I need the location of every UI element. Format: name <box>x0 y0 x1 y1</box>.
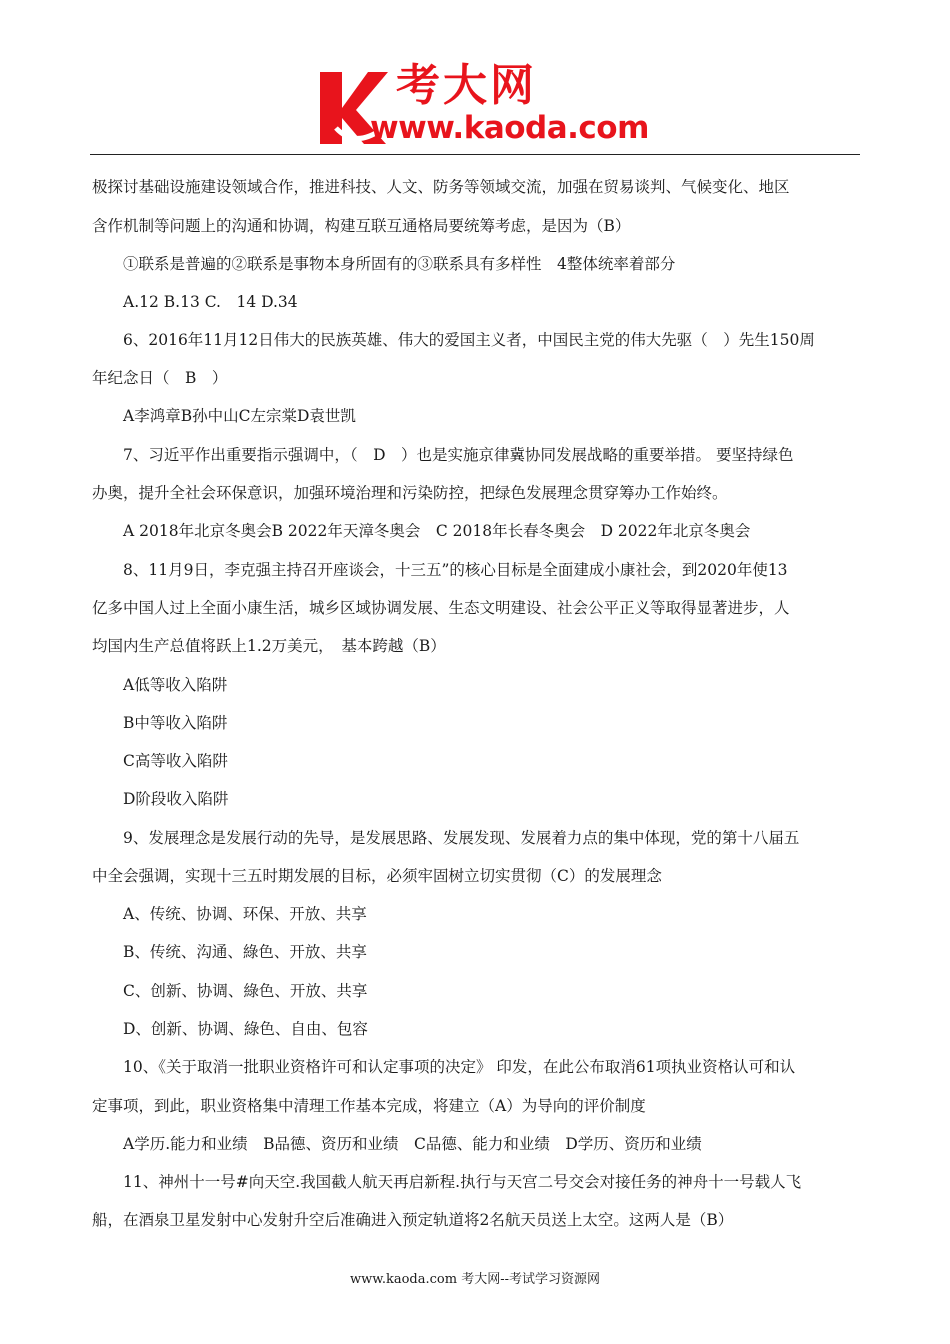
question-8: 8、11月9日，李克强主持召开座谈会，十三五”的核心目标是全面建成小康社会，到2020年使13 <box>123 561 788 579</box>
question-10: 10、《关于取消一批职业资格许可和认定事项的决定》 印发，在此公布取消61项执业资格认可和认 <box>123 1058 796 1076</box>
text-line: A学历.能力和业绩 B品德、资历和业绩 C品德、能力和业绩 D学历、资历和业绩 <box>123 1135 702 1153</box>
text-line: A李鸿章B孙中山C左宗棠D袁世凯 <box>123 407 356 425</box>
kaoda-logo <box>316 60 656 148</box>
question-11: 11、神州十一号#向天空.我国截人航天再启新程.执行与天宫二号交会对接任务的神舟十一号载人飞 <box>123 1173 802 1191</box>
question-6: 6、2016年11月12日伟大的民族英雄、伟大的爱国主义者，中国民主党的伟大先驱（ ）先生150周 <box>123 331 815 349</box>
text-line: C高等收入陷阱 <box>123 752 228 770</box>
text-line: A.12 B.13 C. 14 D.34 <box>123 293 298 311</box>
question-7: 7、习近平作出重要指示强调中，（ D ）也是实施京律冀协同发展战略的重要举措。 要坚持绿色 <box>123 446 794 464</box>
text-line: B、传统、沟通、綠色、开放、共享 <box>123 943 367 961</box>
text-line: 亿多中国人过上全面小康生活，城乡区域协调发展、生态文明建设、社会公平正义等取得显著进步，人 <box>92 599 790 617</box>
text-line: A低等收入陷阱 <box>123 676 228 694</box>
text-line: A、传统、协调、环保、开放、共享 <box>123 905 367 923</box>
page-header <box>0 0 950 160</box>
text-line: 极探讨基础设施建设领域合作，推进科技、人文、防务等领域交流，加强在贸易谈判、气候变化、地区 <box>92 178 790 196</box>
text-line: 均国内生产总值将跃上1.2万美元， 基本跨越（B） <box>92 637 446 655</box>
text-line: C、创新、协调、綠色、开放、共享 <box>123 982 368 1000</box>
page-footer: www.kaoda.com 考大网--考试学习资源网 <box>350 1272 600 1287</box>
text-line: 定事项，到此，职业资格集中清理工作基本完成，将建立（A）为导向的评价制度 <box>92 1097 646 1115</box>
text-line: A 2018年北京冬奥会B 2022年天漳冬奥会 C 2018年长春冬奥会 D 2022年北京冬奥会 <box>123 522 751 540</box>
text-line: B中等收入陷阱 <box>123 714 228 732</box>
text-line: D、创新、协调、綠色、自由、包容 <box>123 1020 368 1038</box>
header-divider <box>90 154 860 155</box>
logo-chinese-text: 考大网 <box>396 60 537 111</box>
text-line: 含作机制等问题上的沟通和协调，构建互联互通格局要统筹考虑，是因为（B） <box>92 217 631 235</box>
text-line: D阶段收入陷阱 <box>123 790 229 808</box>
question-9: 9、发展理念是发展行动的先导，是发展思路、发展发现、发展着力点的集中体现，党的第十八届五 <box>123 829 800 847</box>
text-line: 船，在酒泉卫星发射中心发射升空后准确进入预定轨道将2名航天员送上太空。这两人是（B） <box>92 1211 734 1229</box>
text-line: 年纪念日（ B ） <box>92 369 228 387</box>
text-line: ①联系是普遍的②联系是事物本身所固有的③联系具有多样性 4整体统率着部分 <box>123 255 676 273</box>
text-line: 办奥，提升全社会环保意识，加强环境治理和污染防控，把绿色发展理念贯穿筹办工作始终。 <box>92 484 728 502</box>
logo-url-text: www.kaoda.com <box>370 110 649 146</box>
text-line: 中全会强调，实现十三五时期发展的目标，必须牢固树立切实贯彻（C）的发展理念 <box>92 867 662 885</box>
